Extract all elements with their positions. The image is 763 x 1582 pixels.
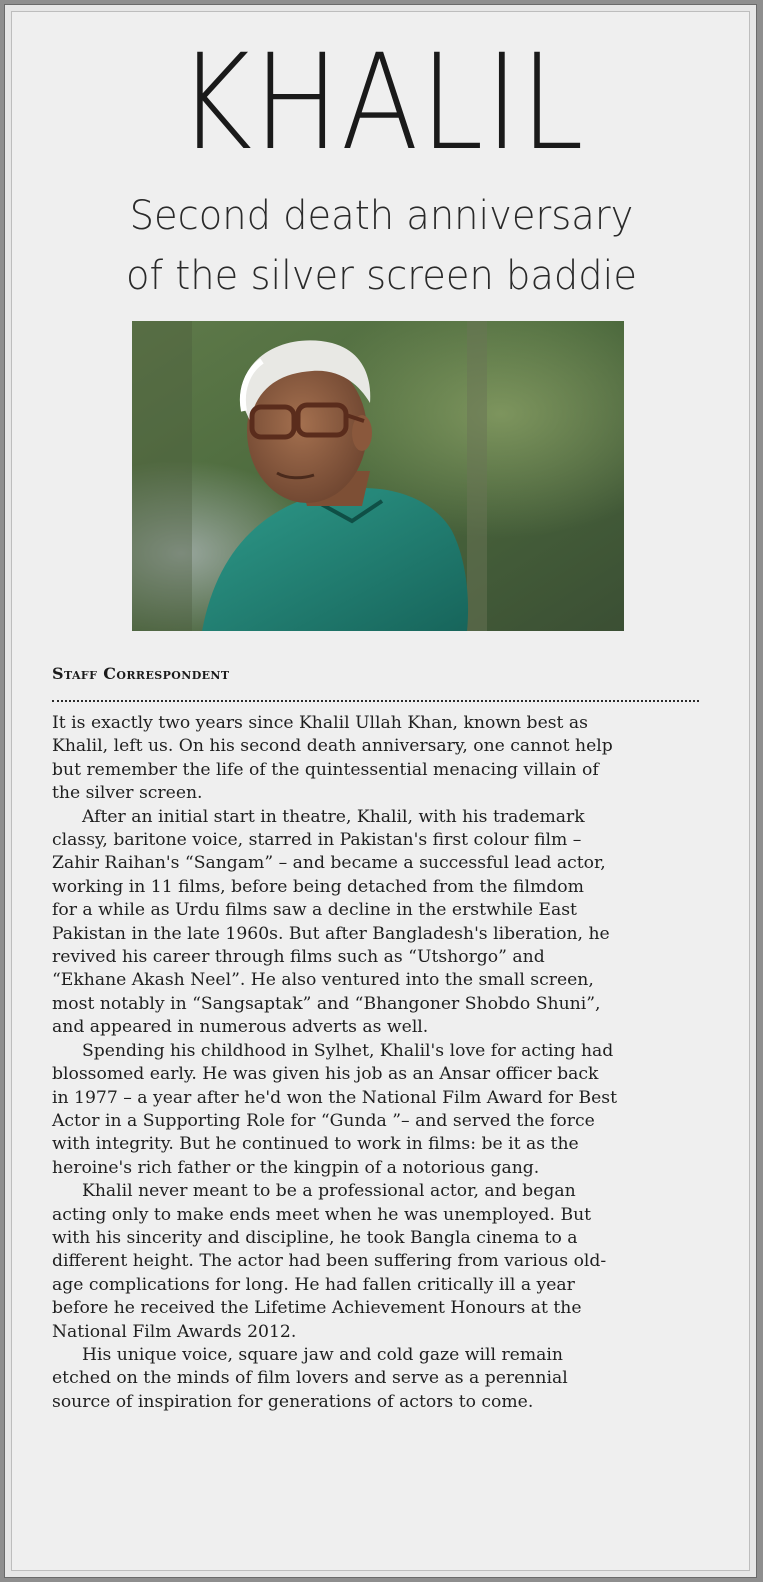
text-line: His unique voice, square jaw and cold gaze will remain	[82, 1344, 563, 1365]
article-body	[52, 712, 712, 1414]
text-line: age complications for long. He had fallen critically ill a year	[52, 1274, 575, 1295]
headline: KHALIL	[177, 26, 586, 180]
text-line: the silver screen.	[52, 783, 203, 804]
text-line: different height. The actor had been suffering from various old-	[52, 1251, 607, 1272]
text-line: National Film Awards 2012.	[52, 1321, 297, 1342]
text-line: classy, baritone voice, starred in Pakistan's first colour film –	[52, 830, 582, 851]
text-line: Pakistan in the late 1960s. But after Bangladesh's liberation, he	[52, 923, 610, 944]
byline-divider	[52, 700, 699, 702]
subhead-line-2: of the silver screen baddie	[126, 253, 637, 299]
text-line: heroine's rich father or the kingpin of a notorious gang.	[52, 1157, 540, 1178]
text-line: Actor in a Supporting Role for “Gunda ”– and served the force	[52, 1110, 595, 1131]
paragraph-3	[52, 1040, 712, 1180]
paragraph-2	[52, 806, 712, 1040]
text-line: and appeared in numerous adverts as well.	[52, 1017, 429, 1038]
text-line: working in 11 films, before being detached from the filmdom	[52, 876, 584, 897]
text-line: blossomed early. He was given his job as an Ansar officer back	[52, 1064, 599, 1085]
text-line: Spending his childhood in Sylhet, Khalil's love for acting had	[82, 1040, 614, 1061]
subhead-line-1: Second death anniversary	[129, 193, 634, 239]
text-line: “Ekhane Akash Neel”. He also ventured into the small screen,	[52, 970, 594, 991]
text-line: Khalil never meant to be a professional actor, and began	[82, 1181, 576, 1202]
text-line: in 1977 – a year after he'd won the National Film Award for Best	[52, 1087, 618, 1108]
text-line: After an initial start in theatre, Khalil, with his trademark	[82, 806, 585, 827]
text-line: with his sincerity and discipline, he took Bangla cinema to a	[52, 1227, 578, 1248]
text-line: source of inspiration for generations of actors to come.	[52, 1391, 534, 1412]
text-line: for a while as Urdu films saw a decline in the erstwhile East	[52, 900, 577, 921]
text-line: It is exactly two years since Khalil Ullah Khan, known best as	[52, 713, 588, 733]
paragraph-1	[52, 712, 712, 806]
paragraph-5	[52, 1344, 712, 1414]
text-line: most notably in “Sangsaptak” and “Bhangoner Shobdo Shuni”,	[52, 993, 601, 1014]
text-line: but remember the life of the quintessential menacing villain of	[52, 759, 599, 780]
byline: Staff Correspondent	[52, 664, 230, 683]
text-line: revived his career through films such as “Utshorgo” and	[52, 947, 545, 968]
text-line: etched on the minds of film lovers and serve as a perennial	[52, 1368, 568, 1389]
text-line: before he received the Lifetime Achievement Honours at the	[52, 1298, 582, 1319]
paragraph-4	[52, 1180, 712, 1344]
text-line: Zahir Raihan's “Sangam” – and became a successful lead actor,	[52, 853, 606, 874]
text-line: acting only to make ends meet when he was unemployed. But	[52, 1204, 592, 1225]
portrait-photo	[132, 321, 624, 631]
text-line: with integrity. But he continued to work in films: be it as the	[52, 1134, 579, 1155]
text-line: Khalil, left us. On his second death anniversary, one cannot help	[52, 736, 613, 757]
